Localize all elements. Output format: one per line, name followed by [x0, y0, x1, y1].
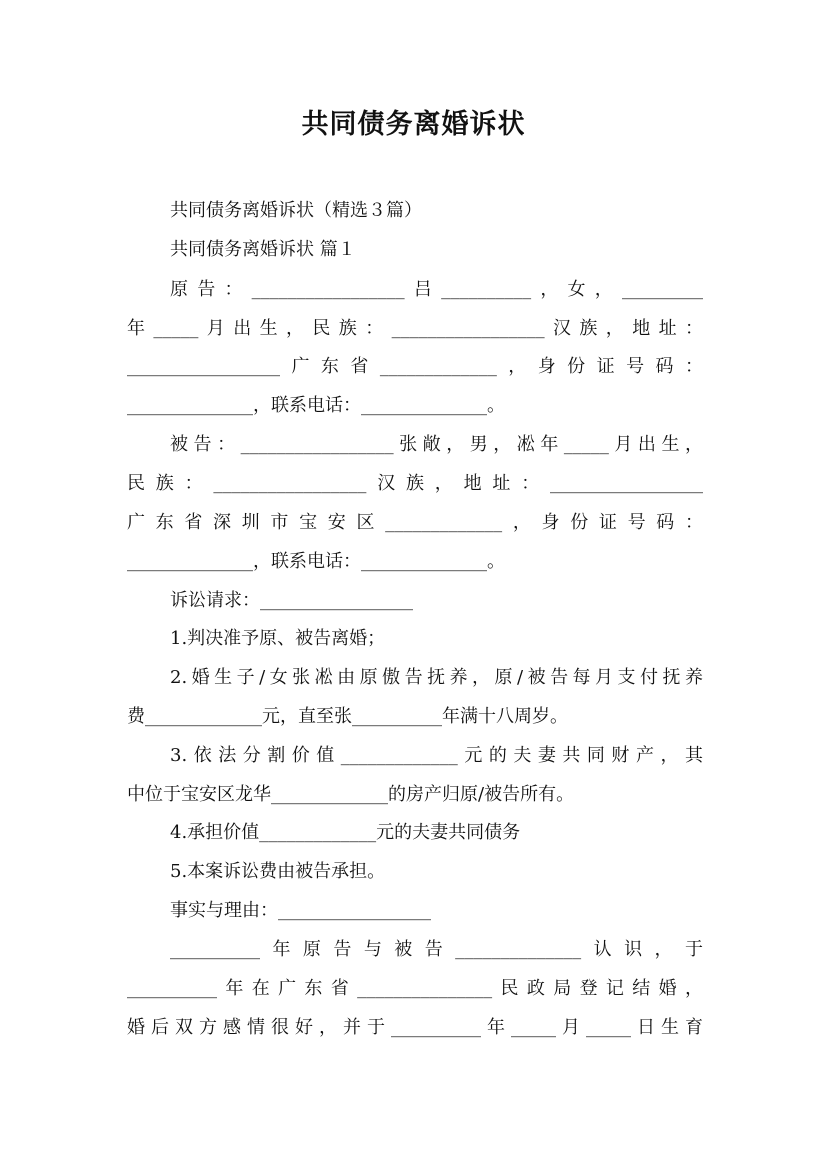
text-line: 中位于宝安区龙华_____________的房产归原/被告所有。 [127, 784, 575, 805]
text-line: 广东省深圳市宝安区_____________，身份证号码： [127, 512, 703, 533]
claims-heading: 诉讼请求：_________________ [170, 590, 413, 611]
text-line: ______________，联系电话：______________。 [127, 551, 505, 572]
text-line: ______________，联系电话：______________。 [127, 395, 505, 416]
facts-heading: 事实与理由：_________________ [170, 900, 431, 921]
section-heading: 共同债务离婚诉状 篇１ [170, 239, 356, 260]
plaintiff-line: 原告：_________________吕__________，女，_________ [170, 279, 703, 300]
text-line: _________________广东省_____________，身份证号码： [127, 356, 703, 377]
claim-item: 1.判决准予原、被告离婚； [170, 628, 386, 649]
text-line: 民族：_________________汉族，地址：_________________ [127, 473, 703, 494]
subtitle-line: 共同债务离婚诉状（精选３篇） [170, 200, 422, 221]
text-line: 年_____月出生，民族：_________________汉族，地址： [127, 318, 703, 339]
defendant-line: 被告：_________________张敞，男，凇年_____月出生， [170, 434, 703, 455]
claim-item: 3.依法分割价值_____________元的夫妻共同财产，其 [170, 745, 703, 766]
text-line: __________年在广东省_______________民政局登记结婚， [127, 978, 703, 999]
text-line: 婚后双方感情很好，并于__________年_____月_____日生育 [127, 1017, 703, 1038]
document-title: 共同债务离婚诉状 [301, 109, 526, 140]
claim-item: 5.本案诉讼费由被告承担。 [170, 861, 386, 882]
text-line: 费_____________元，直至张__________年满十八周岁。 [127, 706, 568, 727]
claim-item: 2.婚生子/女张凇由原傲告抚养，原/被告每月支付抚养 [170, 667, 703, 688]
claim-item: 4.承担价值_____________元的夫妻共同债务 [170, 822, 521, 843]
facts-line: __________年原告与被告______________认识，于 [170, 939, 703, 960]
